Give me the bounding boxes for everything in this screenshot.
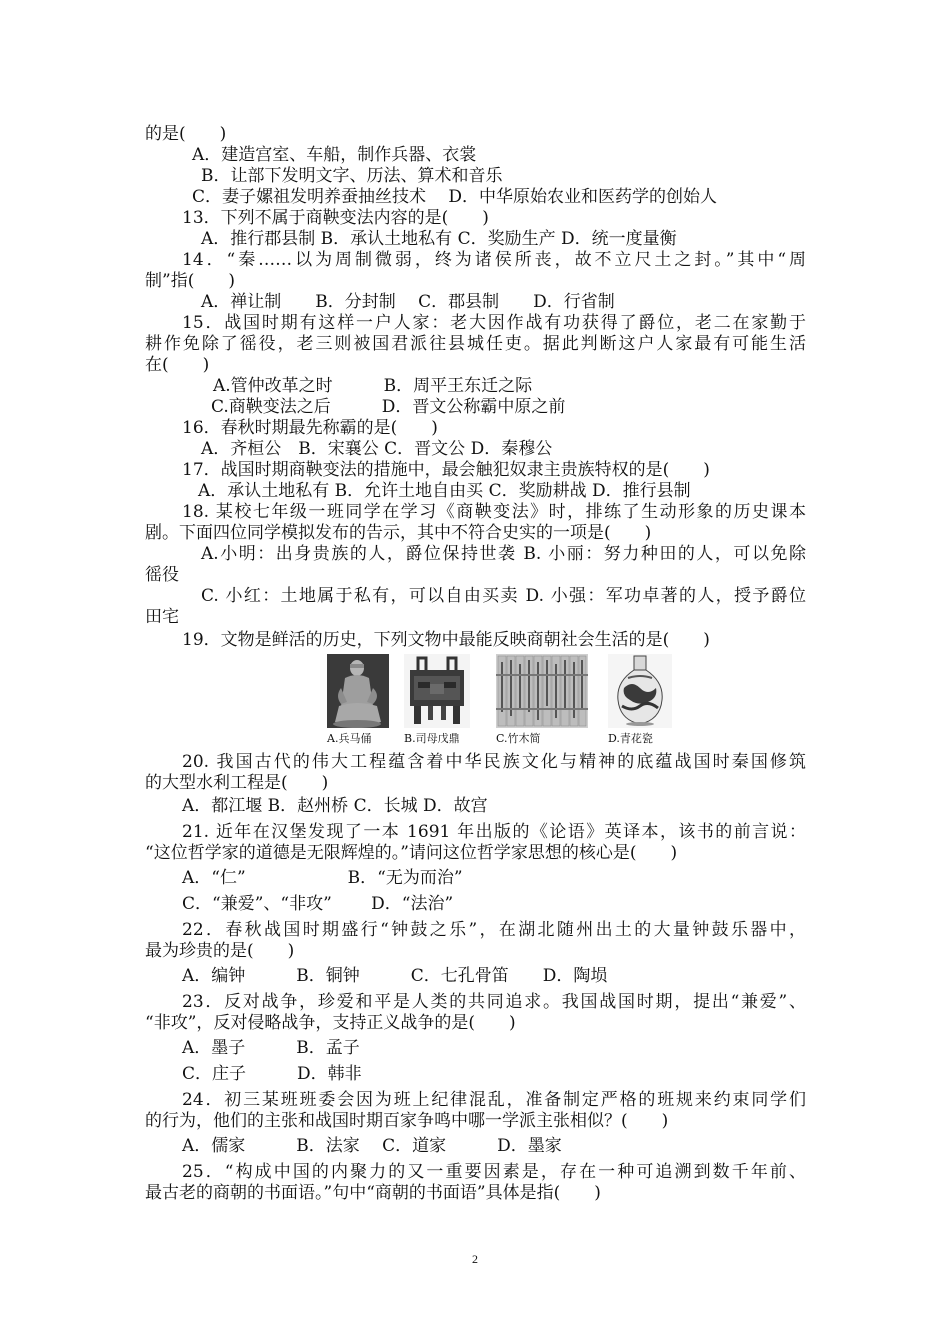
text-line: A．编钟 B．铜钟 C．七孔骨笛 D．陶埙 (182, 966, 608, 986)
text-line: 14．“秦……以为周制微弱，终为诸侯所丧，故不立尺土之封。”其中“周 (182, 250, 806, 270)
text-line: 徭役 (145, 565, 179, 585)
text-line: C.商鞅变法之后 D．晋文公称霸中原之前 (211, 397, 566, 417)
text-line: A.管仲改革之时 B．周平王东迁之际 (213, 376, 533, 396)
text-line: B．让部下发明文字、历法、算术和音乐 (201, 166, 503, 186)
bamboo-slips-image (496, 654, 588, 728)
text-line: 最为珍贵的是( ) (145, 941, 295, 961)
text-line: 17．战国时期商鞅变法的措施中，最会触犯奴隶主贵族特权的是( ) (182, 460, 710, 480)
text-line: 24．初三某班班委会因为班上纪律混乱，准备制定严格的班规来约束同学们 (182, 1090, 806, 1110)
text-line: 13．下列不属于商鞅变法内容的是( ) (182, 208, 489, 228)
figure-caption-b: B.司母戊鼎 (404, 732, 460, 745)
text-line: A．都江堰 B．赵州桥 C．长城 D．故宫 (182, 796, 488, 816)
text-line: 18. 某校七年级一班同学在学习《商鞅变法》时，排练了生动形象的历史课本 (182, 502, 806, 522)
text-line: A．推行郡县制 B．承认土地私有 C．奖励生产 D．统一度量衡 (201, 229, 677, 249)
text-line: A．承认土地私有 B．允许土地自由买 C．奖励耕战 D．推行县制 (198, 481, 691, 501)
text-line: 的大型水利工程是( ) (145, 773, 329, 793)
text-line: C．妻子嫘祖发明养蚕抽丝技术 D．中华原始农业和医药学的创始人 (192, 187, 718, 207)
text-line: 在( ) (145, 355, 210, 375)
text-line: 制”指( ) (145, 271, 235, 291)
page-number: 2 (472, 1252, 478, 1266)
text-line: 剧。下面四位同学模拟发布的告示，其中不符合史实的一项是( ) (145, 523, 652, 543)
text-line: 23．反对战争，珍爱和平是人类的共同追求。我国战国时期，提出“兼爱”、 (182, 992, 806, 1012)
simuwu-ding-figure (404, 654, 470, 745)
simuwu-ding-image (404, 654, 470, 728)
text-line: 耕作免除了徭役，老三则被国君派往县城任吏。据此判断这户人家最有可能生活 (145, 334, 806, 354)
text-line: 的行为，他们的主张和战国时期百家争鸣中哪一学派主张相似？( ) (145, 1111, 669, 1131)
text-line: A．建造宫室、车船，制作兵器、衣裳 (192, 145, 477, 165)
text-line: 25．“构成中国的内聚力的又一重要因素是，存在一种可追溯到数千年前、 (182, 1162, 806, 1182)
text-line: A．墨子 B．孟子 (182, 1038, 360, 1058)
terracotta-warrior-image (327, 654, 389, 728)
figure-caption-d: D.青花瓷 (608, 732, 653, 745)
text-line: 16．春秋时期最先称霸的是( ) (182, 418, 438, 438)
text-line: A．儒家 B．法家 C．道家 D．墨家 (182, 1136, 562, 1156)
text-line: 最古老的商朝的书面语。”句中“商朝的书面语”具体是指( ) (145, 1183, 601, 1203)
blue-white-porcelain-figure (608, 654, 672, 745)
text-line: C. 小红：土地属于私有，可以自由买卖 D. 小强：军功卓著的人，授予爵位 (201, 586, 806, 606)
figure-caption-c: C.竹木简 (496, 732, 541, 745)
blue-white-porcelain-image (608, 654, 672, 728)
text-line: C．“兼爱”、“非攻” D．“法治” (182, 894, 454, 914)
text-line: 15．战国时期有这样一户人家：老大因作战有功获得了爵位，老二在家勤于 (182, 313, 806, 333)
relic-figures (322, 654, 682, 744)
text-line: C．庄子 D．韩非 (182, 1064, 362, 1084)
text-line: 田宅 (145, 607, 179, 627)
text-line: A．禅让制 B．分封制 C．郡县制 D．行省制 (201, 292, 615, 312)
text-line: 21. 近年在汉堡发现了一本 1691 年出版的《论语》英译本，该书的前言说： (182, 822, 806, 842)
bamboo-slips-figure (496, 654, 588, 745)
text-line: “这位哲学家的道德是无限辉煌的。”请问这位哲学家思想的核心是( ) (145, 843, 678, 863)
text-line: 19．文物是鲜活的历史，下列文物中最能反映商朝社会生活的是( ) (182, 630, 710, 650)
text-line: A.小明：出身贵族的人，爵位保持世袭 B. 小丽：努力种田的人，可以免除 (201, 544, 806, 564)
terracotta-warrior-figure (327, 654, 389, 745)
figure-caption-a: A.兵马俑 (327, 732, 372, 745)
text-line: A．齐桓公 B．宋襄公 C．晋文公 D．秦穆公 (201, 439, 553, 459)
text-line: 22．春秋战国时期盛行“钟鼓之乐”，在湖北随州出土的大量钟鼓乐器中， (182, 920, 806, 940)
text-line: 20. 我国古代的伟大工程蕴含着中华民族文化与精神的底蕴战国时秦国修筑 (182, 752, 806, 772)
text-line: 的是( ) (145, 124, 227, 144)
text-line: A．“仁” B．“无为而治” (182, 868, 463, 888)
text-line: “非攻”，反对侵略战争，支持正义战争的是( ) (145, 1013, 516, 1033)
